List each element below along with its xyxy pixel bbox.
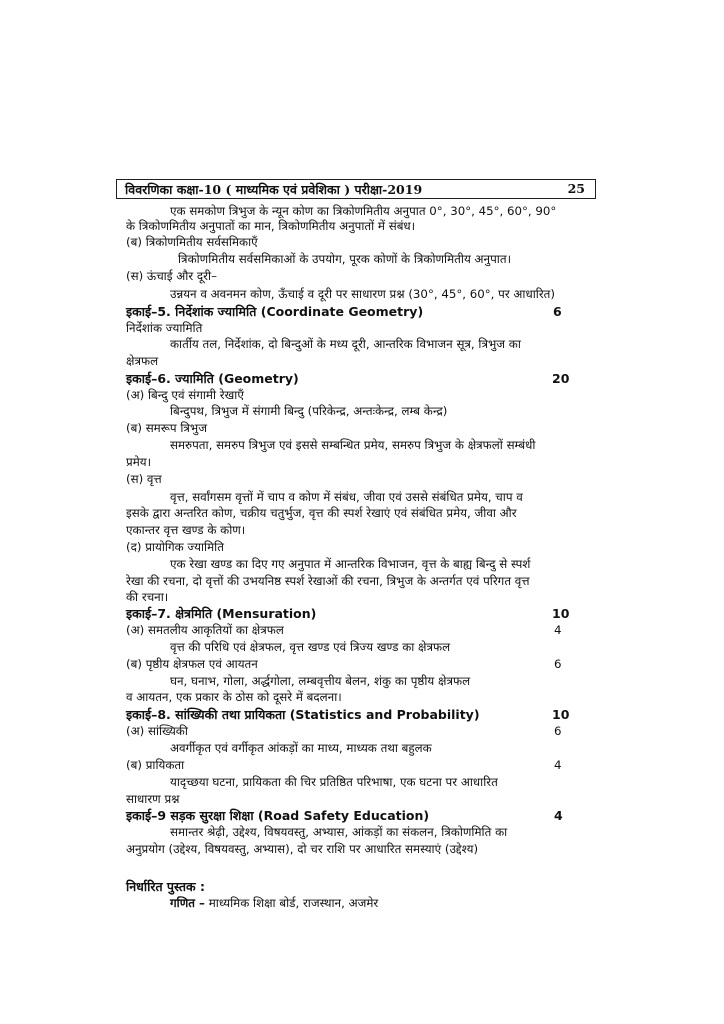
books-heading: निर्धारित पुस्तक : (126, 879, 205, 894)
body-line: उन्नयन व अवनमन कोण, ऊँचाई व दूरी पर साधारण प्रश्न (30°, 45°, 60°, पर आधारित) (170, 287, 556, 301)
body-line: वृत्त की परिधि एवं क्षेत्रफल, वृत्त खण्ड एवं त्रिज्य खण्ड का क्षेत्रफल (170, 640, 451, 654)
body-line: की रचना। (126, 590, 169, 604)
subsection-heading: (द) प्रायोगिक ज्यामिति (126, 540, 224, 554)
page-header (116, 179, 596, 199)
unit-marks: 10 (552, 606, 570, 621)
subsection-heading: निर्देशांक ज्यामिति (126, 321, 203, 335)
subsection-marks: 4 (554, 758, 562, 772)
body-line: रेखा की रचना, दो वृत्तों की उभयनिष्ठ स्पर्श रेखाओं की रचना, त्रिभुज के अन्तर्गत एवं परिगत वृत्त (126, 574, 530, 588)
body-line: एक समकोण त्रिभुज के न्यून कोण का त्रिकोणमितीय अनुपात 0°, 30°, 45°, 60°, 90° (170, 204, 557, 218)
body-line: यादृच्छया घटना, प्रायिकता की चिर प्रतिष्ठित परिभाषा, एक घटना पर आधारित (170, 775, 498, 789)
body-line: कार्तीय तल, निर्देशांक, दो बिन्दुओं के मध्य दूरी, आन्तरिक विभाजन सूत्र, त्रिभुज का (170, 337, 521, 351)
body-line: के त्रिकोणमितीय अनुपातों का मान, त्रिकोणमितीय अनुपातों में संबंध। (126, 219, 416, 233)
subsection-heading: (अ) समतलीय आकृतियों का क्षेत्रफल (126, 623, 284, 637)
unit-heading: इकाई–7. क्षेत्रमिति (Mensuration) (126, 606, 317, 621)
body-line: समान्तर श्रेढ़ी, उद्देश्य, विषयवस्तु, अभ्यास, आंकड़ों का संकलन, त्रिकोणमिति का (170, 825, 508, 839)
body-line: बिन्दुपथ, त्रिभुज में संगामी बिन्दु (परिकेन्द्र, अन्तःकेन्द्र, लम्ब केन्द्र) (170, 404, 448, 418)
book-publisher: माध्यमिक शिक्षा बोर्ड, राजस्थान, अजमेर (208, 896, 379, 910)
unit-heading: इकाई–5. निर्देशांक ज्यामिति (Coordinate Geometry) (126, 304, 424, 319)
subsection-marks: 6 (554, 724, 562, 738)
page-number: 25 (567, 181, 585, 196)
book-subject: गणित – (170, 896, 205, 910)
body-line: व आयतन, एक प्रकार के ठोस को दूसरे में बदलना। (126, 690, 342, 704)
subsection-heading: (ब) त्रिकोणमितीय सर्वसमिकाएँ (126, 235, 258, 249)
subsection-heading: (स) वृत्त (126, 472, 162, 486)
body-line: एकान्तर वृत्त खण्ड के कोण। (126, 523, 246, 537)
subsection-heading: (ब) समरूप त्रिभुज (126, 421, 207, 435)
subsection-heading: (ब) पृष्ठीय क्षेत्रफल एवं आयतन (126, 657, 258, 671)
body-line: क्षेत्रफल (126, 354, 159, 368)
unit-heading: इकाई–6. ज्यामिति (Geometry) (126, 371, 299, 386)
body-line: अवर्गीकृत एवं वर्गीकृत आंकड़ों का माध्य, माध्यक तथा बहुलक (170, 741, 432, 755)
body-line: त्रिकोणमितीय सर्वसमिकाओं के उपयोग, पूरक कोणों के त्रिकोणमितीय अनुपात। (178, 252, 512, 266)
subsection-heading: (ब) प्रायिकता (126, 758, 185, 772)
subsection-heading: (अ) सांख्यिकी (126, 724, 188, 738)
unit-marks: 10 (552, 707, 570, 722)
body-line: एक रेखा खण्ड का दिए गए अनुपात में आन्तरिक विभाजन, वृत्त के बाह्य बिन्दु से स्पर्श (170, 557, 531, 571)
unit-heading: इकाई–8. सांख्यिकी तथा प्रायिकता (Statistics and Probability) (126, 707, 480, 722)
unit-marks: 6 (553, 304, 562, 319)
subsection-heading: (अ) बिन्दु एवं संगामी रेखाएँ (126, 388, 244, 402)
header-title: विवरणिका कक्षा-10 ( माध्यमिक एवं प्रवेशिका ) परीक्षा-2019 (125, 182, 423, 197)
body-line: इसके द्वारा अन्तरित कोण, चक्रीय चतुर्भुज, वृत्त की स्पर्श रेखाएं एवं संबंधित प्रमेय, जीवा और (126, 506, 517, 520)
subsection-heading: (स) ऊंचाई और दूरी– (126, 269, 217, 283)
subsection-marks: 4 (554, 623, 562, 637)
body-line: घन, घनाभ, गोला, अर्द्धगोला, लम्बवृत्तीय बेलन, शंकु का पृष्ठीय क्षेत्रफल (170, 674, 471, 688)
unit-heading: इकाई–9 सड़क सुरक्षा शिक्षा (Road Safety Education) (126, 808, 430, 823)
body-line: समरुपता, समरुप त्रिभुज एवं इससे सम्बन्धित प्रमेय, समरुप त्रिभुज के क्षेत्रफलों सम्बंधी (170, 438, 536, 452)
unit-marks: 20 (552, 371, 570, 386)
book-entry (170, 896, 378, 911)
unit-marks: 4 (554, 808, 563, 823)
body-line: साधारण प्रश्न (126, 792, 180, 806)
subsection-marks: 6 (554, 657, 562, 671)
body-line: अनुप्रयोग (उद्देश्य, विषयवस्तु, अभ्यास), दो चर राशि पर आधारित समस्याएं (उद्देश्य) (126, 842, 479, 856)
body-line: प्रमेय। (126, 455, 152, 469)
body-line: वृत्त, सर्वांगसम वृत्तों में चाप व कोण में संबंध, जीवा एवं उससे संबंधित प्रमेय, चाप व (170, 490, 523, 504)
